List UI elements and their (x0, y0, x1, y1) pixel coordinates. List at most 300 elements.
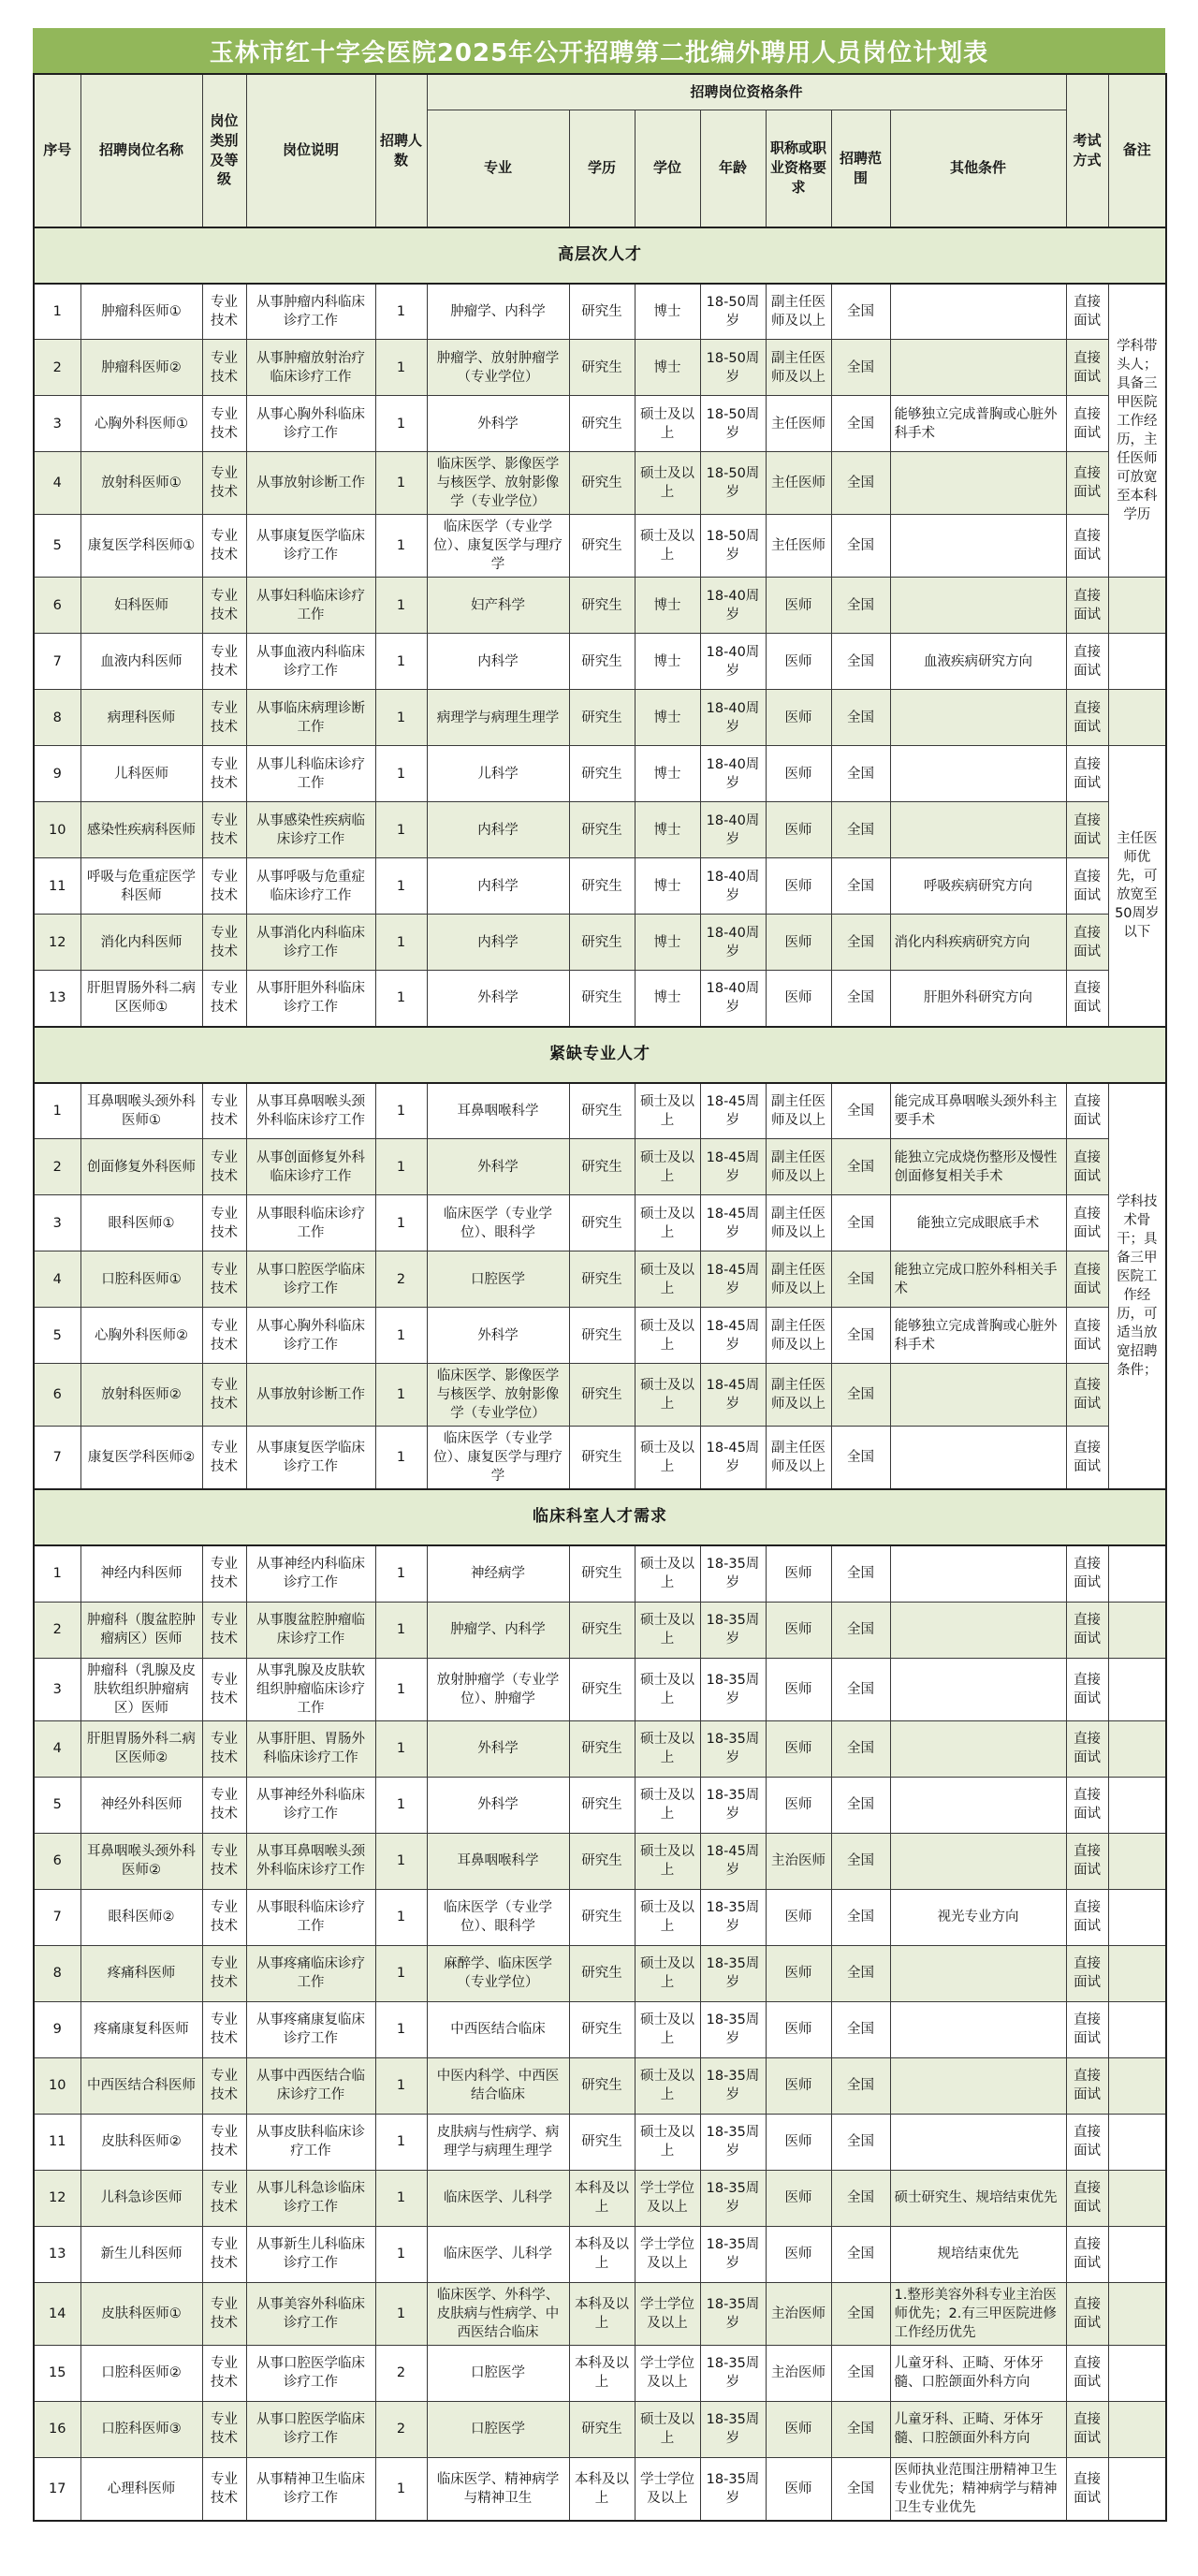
cell-duty: 从事神经外科临床诊疗工作 (246, 1777, 375, 1833)
cell-degree: 学士学位及以上 (635, 2170, 700, 2226)
cell-remark (1108, 2001, 1166, 2057)
section-header: 紧缺专业人才 (34, 1027, 1166, 1083)
cell-duty: 从事中西医结合临床诊疗工作 (246, 2057, 375, 2114)
cell-age: 18-35周岁 (700, 1545, 766, 1602)
cell-major: 外科学 (427, 1720, 569, 1777)
cell-count: 1 (375, 1545, 427, 1602)
cell-no: 13 (34, 2226, 80, 2282)
cell-category: 专业技术 (202, 1083, 246, 1139)
cell-duty: 从事肿瘤放射治疗临床诊疗工作 (246, 340, 375, 396)
table-row (34, 971, 1166, 1027)
cell-age: 18-35周岁 (700, 2057, 766, 2114)
cell-post-name: 新生儿科医师 (80, 2226, 202, 2282)
cell-category: 专业技术 (202, 2114, 246, 2170)
cell-major: 内科学 (427, 802, 569, 858)
cell-age: 18-40周岁 (700, 971, 766, 1027)
cell-other (890, 746, 1066, 802)
cell-age: 18-35周岁 (700, 1777, 766, 1833)
cell-scope: 全国 (831, 284, 890, 340)
table-row (34, 284, 1166, 340)
cell-post-name: 肿瘤科医师① (80, 284, 202, 340)
cell-category: 专业技术 (202, 1945, 246, 2001)
column-header: 职称或职业资格要求 (766, 110, 831, 227)
cell-major: 临床医学、精神病学与精神卫生 (427, 2457, 569, 2521)
cell-exam: 直接面试 (1066, 1720, 1108, 1777)
cell-count: 1 (375, 2001, 427, 2057)
cell-duty: 从事眼科临床诊疗工作 (246, 1889, 375, 1945)
cell-other: 能完成耳鼻咽喉头颈外科主要手术 (890, 1083, 1066, 1139)
cell-age: 18-50周岁 (700, 340, 766, 396)
cell-category: 专业技术 (202, 2457, 246, 2521)
cell-education: 研究生 (569, 1777, 635, 1833)
cell-exam: 直接面试 (1066, 1658, 1108, 1720)
cell-education: 研究生 (569, 690, 635, 746)
cell-category: 专业技术 (202, 858, 246, 915)
table-row (34, 396, 1166, 452)
cell-count: 1 (375, 452, 427, 515)
cell-major: 临床医学（专业学位）、眼科学 (427, 1889, 569, 1945)
cell-exam: 直接面试 (1066, 2226, 1108, 2282)
cell-duty: 从事心胸外科临床诊疗工作 (246, 396, 375, 452)
cell-exam: 直接面试 (1066, 2345, 1108, 2401)
cell-count: 1 (375, 578, 427, 634)
table-row (34, 2401, 1166, 2457)
cell-age: 18-45周岁 (700, 1364, 766, 1427)
table-row (34, 915, 1166, 971)
cell-remark: 主任医师优先，可放宽至50周岁以下 (1108, 746, 1166, 1027)
cell-other: 能独立完成眼底手术 (890, 1195, 1066, 1251)
cell-post-name: 康复医学科医师② (80, 1427, 202, 1490)
cell-remark (1108, 2226, 1166, 2282)
table-row (34, 2282, 1166, 2345)
cell-other: 1.整形美容外科专业主治医师优先；2.有三甲医院进修工作经历优先 (890, 2282, 1066, 2345)
cell-exam: 直接面试 (1066, 2170, 1108, 2226)
cell-title-req: 副主任医师及以上 (766, 1308, 831, 1364)
cell-post-name: 神经外科医师 (80, 1777, 202, 1833)
cell-major: 病理学与病理生理学 (427, 690, 569, 746)
cell-remark (1108, 578, 1166, 634)
cell-other (890, 1545, 1066, 1602)
cell-degree: 硕士及以上 (635, 452, 700, 515)
cell-count: 1 (375, 1195, 427, 1251)
cell-major: 耳鼻咽喉科学 (427, 1083, 569, 1139)
cell-post-name: 口腔科医师② (80, 2345, 202, 2401)
cell-no: 3 (34, 396, 80, 452)
cell-title-req: 副主任医师及以上 (766, 340, 831, 396)
cell-post-name: 中西医结合科医师 (80, 2057, 202, 2114)
cell-exam: 直接面试 (1066, 1545, 1108, 1602)
cell-degree: 博士 (635, 858, 700, 915)
cell-degree: 硕士及以上 (635, 1889, 700, 1945)
cell-exam: 直接面试 (1066, 515, 1108, 578)
cell-no: 4 (34, 1720, 80, 1777)
cell-category: 专业技术 (202, 2170, 246, 2226)
cell-degree: 硕士及以上 (635, 1658, 700, 1720)
cell-other (890, 690, 1066, 746)
cell-title-req: 医师 (766, 1889, 831, 1945)
cell-degree: 博士 (635, 802, 700, 858)
table-row (34, 1139, 1166, 1195)
cell-major: 中西医结合临床 (427, 2001, 569, 2057)
cell-duty: 从事儿科临床诊疗工作 (246, 746, 375, 802)
cell-category: 专业技术 (202, 971, 246, 1027)
cell-no: 3 (34, 1658, 80, 1720)
table-body (34, 227, 1166, 2521)
cell-post-name: 口腔科医师① (80, 1251, 202, 1308)
cell-count: 1 (375, 1083, 427, 1139)
cell-degree: 硕士及以上 (635, 1364, 700, 1427)
cell-scope: 全国 (831, 578, 890, 634)
cell-duty: 从事血液内科临床诊疗工作 (246, 634, 375, 690)
cell-scope: 全国 (831, 634, 890, 690)
cell-post-name: 眼科医师① (80, 1195, 202, 1251)
cell-education: 研究生 (569, 915, 635, 971)
cell-major: 临床医学、儿科学 (427, 2226, 569, 2282)
cell-remark (1108, 1945, 1166, 2001)
cell-category: 专业技术 (202, 1833, 246, 1889)
cell-remark (1108, 1658, 1166, 1720)
cell-title-req: 医师 (766, 2114, 831, 2170)
cell-scope: 全国 (831, 2282, 890, 2345)
cell-duty: 从事肝胆、胃肠外科临床诊疗工作 (246, 1720, 375, 1777)
table-row (34, 515, 1166, 578)
table-row (34, 2170, 1166, 2226)
cell-no: 5 (34, 1308, 80, 1364)
cell-scope: 全国 (831, 452, 890, 515)
cell-post-name: 病理科医师 (80, 690, 202, 746)
cell-count: 1 (375, 971, 427, 1027)
cell-education: 研究生 (569, 1308, 635, 1364)
cell-scope: 全国 (831, 1602, 890, 1658)
column-header: 招聘范围 (831, 110, 890, 227)
cell-major: 临床医学（专业学位）、康复医学与理疗学 (427, 515, 569, 578)
cell-no: 12 (34, 2170, 80, 2226)
cell-major: 妇产科学 (427, 578, 569, 634)
cell-age: 18-50周岁 (700, 396, 766, 452)
cell-major: 临床医学、儿科学 (427, 2170, 569, 2226)
cell-category: 专业技术 (202, 1658, 246, 1720)
table-row (34, 1308, 1166, 1364)
cell-title-req: 医师 (766, 1602, 831, 1658)
cell-scope: 全国 (831, 915, 890, 971)
cell-count: 1 (375, 396, 427, 452)
cell-degree: 硕士及以上 (635, 1945, 700, 2001)
cell-major: 临床医学（专业学位）、康复医学与理疗学 (427, 1427, 569, 1490)
cell-degree: 博士 (635, 915, 700, 971)
cell-title-req: 医师 (766, 2226, 831, 2282)
table-row (34, 2057, 1166, 2114)
cell-category: 专业技术 (202, 452, 246, 515)
cell-age: 18-45周岁 (700, 1308, 766, 1364)
cell-degree: 硕士及以上 (635, 1083, 700, 1139)
cell-category: 专业技术 (202, 2057, 246, 2114)
table-row (34, 2457, 1166, 2521)
cell-remark (1108, 2057, 1166, 2114)
cell-exam: 直接面试 (1066, 578, 1108, 634)
cell-no: 11 (34, 2114, 80, 2170)
cell-no: 6 (34, 1833, 80, 1889)
cell-title-req: 医师 (766, 2457, 831, 2521)
cell-no: 7 (34, 1427, 80, 1490)
column-header: 序号 (34, 74, 80, 227)
cell-scope: 全国 (831, 515, 890, 578)
cell-title-req: 医师 (766, 1945, 831, 2001)
cell-age: 18-35周岁 (700, 1658, 766, 1720)
cell-title-req: 医师 (766, 2001, 831, 2057)
column-header: 备注 (1108, 74, 1166, 227)
cell-category: 专业技术 (202, 2226, 246, 2282)
cell-scope: 全国 (831, 2457, 890, 2521)
cell-degree: 博士 (635, 578, 700, 634)
cell-duty: 从事精神卫生临床诊疗工作 (246, 2457, 375, 2521)
cell-no: 16 (34, 2401, 80, 2457)
cell-major: 神经病学 (427, 1545, 569, 1602)
table-row (34, 634, 1166, 690)
cell-category: 专业技术 (202, 1139, 246, 1195)
cell-other (890, 1658, 1066, 1720)
cell-count: 1 (375, 1720, 427, 1777)
cell-scope: 全国 (831, 2401, 890, 2457)
cell-scope: 全国 (831, 1195, 890, 1251)
cell-category: 专业技术 (202, 690, 246, 746)
table-row (34, 1945, 1166, 2001)
cell-education: 本科及以上 (569, 2226, 635, 2282)
cell-degree: 硕士及以上 (635, 396, 700, 452)
cell-other (890, 340, 1066, 396)
cell-age: 18-40周岁 (700, 802, 766, 858)
cell-post-name: 妇科医师 (80, 578, 202, 634)
cell-remark (1108, 2457, 1166, 2521)
cell-remark (1108, 634, 1166, 690)
cell-title-req: 医师 (766, 2170, 831, 2226)
column-header: 考试方式 (1066, 74, 1108, 227)
cell-category: 专业技术 (202, 2401, 246, 2457)
cell-major: 外科学 (427, 1777, 569, 1833)
column-header: 招聘人数 (375, 74, 427, 227)
cell-post-name: 心胸外科医师① (80, 396, 202, 452)
cell-age: 18-45周岁 (700, 1427, 766, 1490)
cell-education: 研究生 (569, 1945, 635, 2001)
cell-other (890, 2001, 1066, 2057)
cell-count: 2 (375, 2401, 427, 2457)
cell-scope: 全国 (831, 2170, 890, 2226)
cell-title-req: 主治医师 (766, 2282, 831, 2345)
cell-title-req: 医师 (766, 915, 831, 971)
cell-degree: 硕士及以上 (635, 1195, 700, 1251)
cell-count: 1 (375, 690, 427, 746)
cell-scope: 全国 (831, 858, 890, 915)
cell-other: 消化内科疾病研究方向 (890, 915, 1066, 971)
cell-category: 专业技术 (202, 515, 246, 578)
cell-no: 5 (34, 515, 80, 578)
cell-duty: 从事耳鼻咽喉头颈外科临床诊疗工作 (246, 1833, 375, 1889)
cell-scope: 全国 (831, 1251, 890, 1308)
cell-age: 18-35周岁 (700, 1602, 766, 1658)
cell-education: 研究生 (569, 1602, 635, 1658)
cell-post-name: 放射科医师① (80, 452, 202, 515)
cell-title-req: 副主任医师及以上 (766, 1195, 831, 1251)
cell-education: 研究生 (569, 1427, 635, 1490)
cell-no: 1 (34, 1083, 80, 1139)
cell-title-req: 医师 (766, 1720, 831, 1777)
cell-post-name: 肿瘤科医师② (80, 340, 202, 396)
cell-major: 外科学 (427, 396, 569, 452)
cell-scope: 全国 (831, 340, 890, 396)
cell-degree: 学士学位及以上 (635, 2457, 700, 2521)
cell-duty: 从事创面修复外科临床诊疗工作 (246, 1139, 375, 1195)
cell-title-req: 医师 (766, 1658, 831, 1720)
cell-no: 8 (34, 690, 80, 746)
cell-duty: 从事康复医学临床诊疗工作 (246, 1427, 375, 1490)
cell-title-req: 副主任医师及以上 (766, 1139, 831, 1195)
cell-title-req: 副主任医师及以上 (766, 1083, 831, 1139)
cell-other: 能够独立完成普胸或心脏外科手术 (890, 1308, 1066, 1364)
cell-age: 18-35周岁 (700, 1720, 766, 1777)
cell-no: 1 (34, 1545, 80, 1602)
cell-exam: 直接面试 (1066, 1602, 1108, 1658)
cell-degree: 博士 (635, 634, 700, 690)
cell-duty: 从事儿科急诊临床诊疗工作 (246, 2170, 375, 2226)
cell-degree: 硕士及以上 (635, 2057, 700, 2114)
cell-exam: 直接面试 (1066, 690, 1108, 746)
cell-title-req: 医师 (766, 858, 831, 915)
job-plan-table (33, 73, 1167, 2522)
cell-major: 儿科学 (427, 746, 569, 802)
cell-no: 2 (34, 1139, 80, 1195)
cell-post-name: 创面修复外科医师 (80, 1139, 202, 1195)
cell-title-req: 医师 (766, 802, 831, 858)
table-row (34, 858, 1166, 915)
cell-exam: 直接面试 (1066, 284, 1108, 340)
cell-degree: 硕士及以上 (635, 1833, 700, 1889)
cell-education: 研究生 (569, 634, 635, 690)
cell-other (890, 1427, 1066, 1490)
cell-category: 专业技术 (202, 284, 246, 340)
cell-major: 外科学 (427, 971, 569, 1027)
cell-count: 1 (375, 1364, 427, 1427)
cell-post-name: 疼痛康复科医师 (80, 2001, 202, 2057)
cell-other (890, 802, 1066, 858)
cell-age: 18-35周岁 (700, 2170, 766, 2226)
table-row (34, 1195, 1166, 1251)
cell-age: 18-45周岁 (700, 1083, 766, 1139)
cell-count: 1 (375, 1945, 427, 2001)
cell-no: 4 (34, 452, 80, 515)
cell-remark (1108, 1720, 1166, 1777)
cell-age: 18-45周岁 (700, 1833, 766, 1889)
cell-remark (1108, 2170, 1166, 2226)
cell-post-name: 呼吸与危重症医学科医师 (80, 858, 202, 915)
cell-count: 1 (375, 802, 427, 858)
cell-education: 研究生 (569, 452, 635, 515)
cell-exam: 直接面试 (1066, 2457, 1108, 2521)
cell-other (890, 284, 1066, 340)
cell-category: 专业技术 (202, 1777, 246, 1833)
cell-scope: 全国 (831, 1139, 890, 1195)
cell-education: 本科及以上 (569, 2282, 635, 2345)
cell-category: 专业技术 (202, 2001, 246, 2057)
cell-exam: 直接面试 (1066, 1945, 1108, 2001)
cell-major: 口腔医学 (427, 2345, 569, 2401)
cell-count: 1 (375, 340, 427, 396)
column-group-header: 招聘岗位资格条件 (427, 74, 1066, 110)
cell-duty: 从事耳鼻咽喉头颈外科临床诊疗工作 (246, 1083, 375, 1139)
cell-exam: 直接面试 (1066, 2001, 1108, 2057)
cell-other: 规培结束优先 (890, 2226, 1066, 2282)
cell-education: 研究生 (569, 1658, 635, 1720)
table-row (34, 1083, 1166, 1139)
cell-duty: 从事疼痛康复临床诊疗工作 (246, 2001, 375, 2057)
cell-no: 9 (34, 746, 80, 802)
column-header: 专业 (427, 110, 569, 227)
cell-count: 1 (375, 915, 427, 971)
cell-exam: 直接面试 (1066, 2282, 1108, 2345)
cell-no: 11 (34, 858, 80, 915)
cell-category: 专业技术 (202, 578, 246, 634)
cell-age: 18-50周岁 (700, 515, 766, 578)
cell-scope: 全国 (831, 2057, 890, 2114)
cell-major: 口腔医学 (427, 2401, 569, 2457)
cell-age: 18-35周岁 (700, 1945, 766, 2001)
cell-duty: 从事康复医学临床诊疗工作 (246, 515, 375, 578)
table-row (34, 452, 1166, 515)
cell-count: 1 (375, 1833, 427, 1889)
table-row (34, 1889, 1166, 1945)
cell-major: 肿瘤学、内科学 (427, 1602, 569, 1658)
cell-category: 专业技术 (202, 2282, 246, 2345)
cell-scope: 全国 (831, 690, 890, 746)
cell-exam: 直接面试 (1066, 1308, 1108, 1364)
cell-scope: 全国 (831, 1083, 890, 1139)
cell-degree: 硕士及以上 (635, 1602, 700, 1658)
cell-duty: 从事肝胆外科临床诊疗工作 (246, 971, 375, 1027)
cell-exam: 直接面试 (1066, 971, 1108, 1027)
cell-category: 专业技术 (202, 2345, 246, 2401)
cell-title-req: 副主任医师及以上 (766, 1427, 831, 1490)
cell-no: 17 (34, 2457, 80, 2521)
cell-duty: 从事呼吸与危重症临床诊疗工作 (246, 858, 375, 915)
cell-title-req: 医师 (766, 2057, 831, 2114)
cell-other (890, 452, 1066, 515)
cell-other: 视光专业方向 (890, 1889, 1066, 1945)
cell-education: 研究生 (569, 1364, 635, 1427)
cell-age: 18-45周岁 (700, 1139, 766, 1195)
column-header: 其他条件 (890, 110, 1066, 227)
cell-no: 14 (34, 2282, 80, 2345)
cell-category: 专业技术 (202, 634, 246, 690)
column-header: 岗位说明 (246, 74, 375, 227)
cell-degree: 博士 (635, 690, 700, 746)
cell-age: 18-50周岁 (700, 284, 766, 340)
cell-scope: 全国 (831, 1720, 890, 1777)
cell-major: 中医内科学、中西医结合临床 (427, 2057, 569, 2114)
cell-age: 18-40周岁 (700, 915, 766, 971)
cell-scope: 全国 (831, 746, 890, 802)
cell-other (890, 1720, 1066, 1777)
cell-duty: 从事心胸外科临床诊疗工作 (246, 1308, 375, 1364)
cell-major: 麻醉学、临床医学（专业学位） (427, 1945, 569, 2001)
cell-title-req: 主治医师 (766, 1833, 831, 1889)
cell-count: 1 (375, 1889, 427, 1945)
cell-age: 18-35周岁 (700, 2114, 766, 2170)
cell-degree: 硕士及以上 (635, 515, 700, 578)
cell-education: 研究生 (569, 1833, 635, 1889)
cell-title-req: 副主任医师及以上 (766, 1251, 831, 1308)
cell-category: 专业技术 (202, 1427, 246, 1490)
cell-category: 专业技术 (202, 1545, 246, 1602)
table-row (34, 2226, 1166, 2282)
cell-post-name: 肿瘤科（腹盆腔肿瘤病区）医师 (80, 1602, 202, 1658)
